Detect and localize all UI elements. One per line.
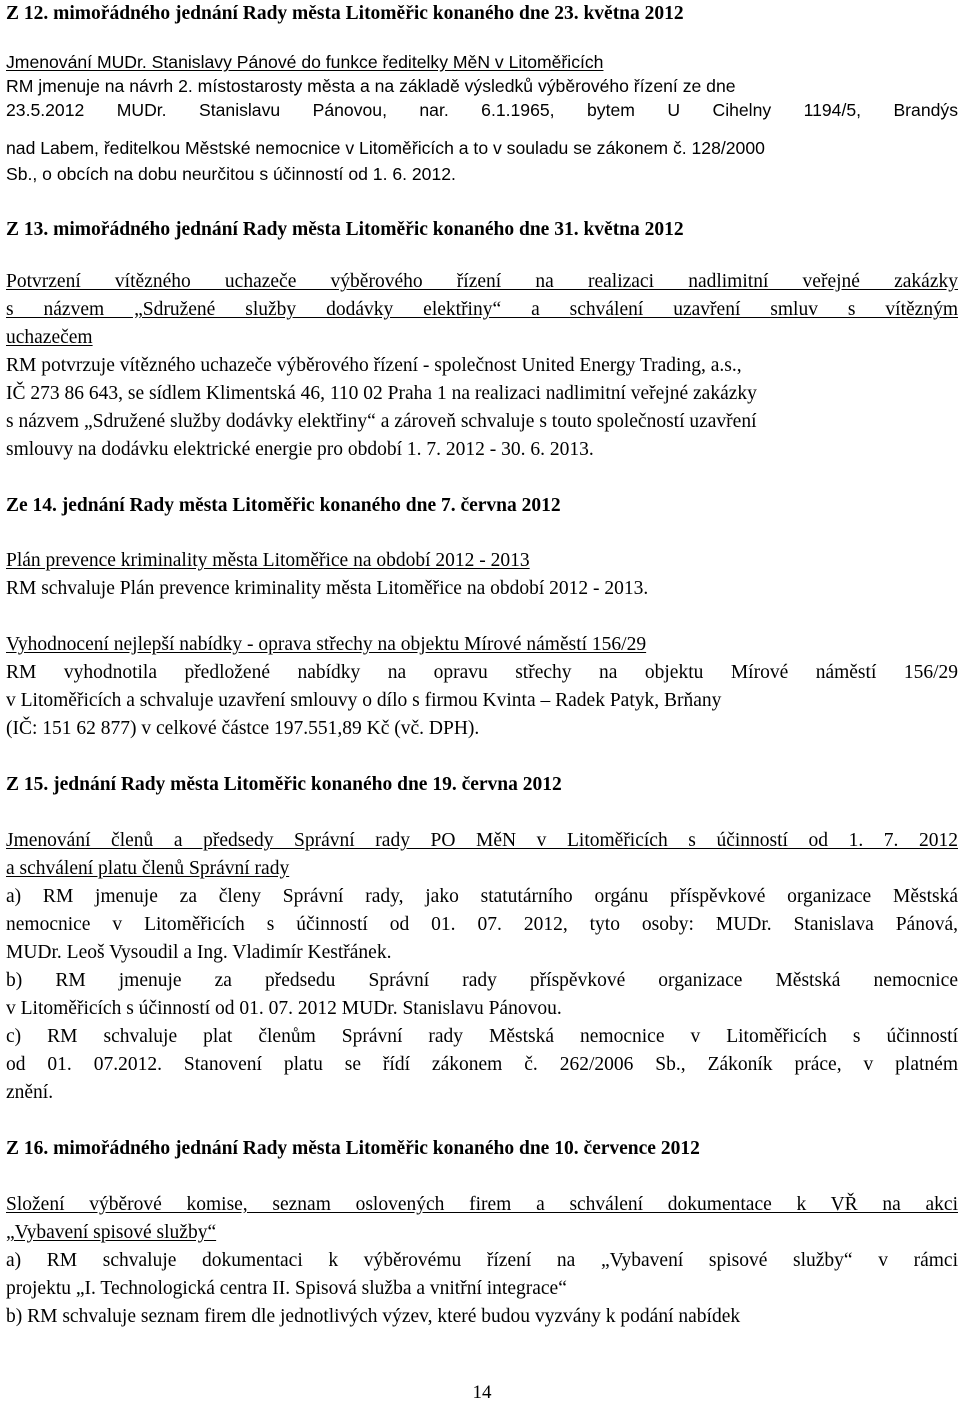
subject-z14-item2: Vyhodnocení nejlepší nabídky - oprava střechy na objektu Mírové náměstí 156/29 xyxy=(6,634,647,655)
body-line: znění. xyxy=(6,1082,54,1103)
subject-z13-line: Potvrzení vítězného uchazeče výběrového řízení na realizaci nadlimitní veřejné zakázky xyxy=(6,271,958,292)
body-line: (IČ: 151 62 877) v celkové částce 197.551,89 Kč (vč. DPH). xyxy=(6,718,480,739)
subject-z15-line: Jmenování členů a předsedy Správní rady PO MěN v Litoměřicích s účinností od 1. 7. 2012 xyxy=(6,830,958,851)
body-line: s názvem „Sdružené služby dodávky elektřiny“ a zároveň schvaluje s touto společností uzavření xyxy=(6,411,757,432)
subject-z13-line: uchazečem xyxy=(6,327,93,348)
body-line: v Litoměřicích a schvaluje uzavření smlouvy o dílo s firmou Kvinta – Radek Patyk, Brňany xyxy=(6,690,722,711)
body-line: MUDr. Leoš Vysoudil a Ing. Vladimír Kestřánek. xyxy=(6,942,392,963)
section-heading-z14: Ze 14. jednání Rady města Litoměřic konaného dne 7. června 2012 xyxy=(6,495,561,516)
section-heading-z12: Z 12. mimořádného jednání Rady města Litoměřic konaného dne 23. května 2012 xyxy=(6,3,684,24)
body-line: Sb., o obcích na dobu neurčitou s účinností od 1. 6. 2012. xyxy=(6,164,456,184)
subject-z15-line: a schválení platu členů Správní rady xyxy=(6,858,290,879)
subject-z16-line: Složení výběrové komise, seznam oslovených firem a schválení dokumentace k VŘ na akci xyxy=(6,1194,958,1215)
body-line: projektu „I. Technologická centra II. Spisová služba a vnitřní integrace“ xyxy=(6,1278,567,1299)
body-line: a) RM schvaluje dokumentaci k výběrovému řízení na „Vybavení spisové služby“ v rámci xyxy=(6,1250,958,1271)
body-line: RM jmenuje na návrh 2. místostarosty města a na základě výsledků výběrového řízení ze dne xyxy=(6,76,736,96)
body-line: b) RM jmenuje za předsedu Správní rady příspěvkové organizace Městská nemocnice xyxy=(6,970,958,991)
document-page xyxy=(6,0,958,1401)
body-line: c) RM schvaluje plat členům Správní rady Městská nemocnice v Litoměřicích s účinností xyxy=(6,1026,958,1047)
section-heading-z13: Z 13. mimořádného jednání Rady města Litoměřic konaného dne 31. května 2012 xyxy=(6,219,684,240)
body-line: a) RM jmenuje za členy Správní rady, jako statutárního orgánu příspěvkové organizace Městská xyxy=(6,886,958,907)
body-line: RM vyhodnotila předložené nabídky na opravu střechy na objektu Mírové náměstí 156/29 xyxy=(6,662,958,683)
body-line: smlouvy na dodávku elektrické energie pro období 1. 7. 2012 - 30. 6. 2013. xyxy=(6,439,594,460)
section-heading-z16: Z 16. mimořádného jednání Rady města Litoměřic konaného dne 10. července 2012 xyxy=(6,1138,700,1159)
body-line: nemocnice v Litoměřicích s účinností od 01. 07. 2012, tyto osoby: MUDr. Stanislava Pánová, xyxy=(6,914,958,935)
subject-z12: Jmenování MUDr. Stanislavy Pánové do funkce ředitelky MěN v Litoměřicích xyxy=(6,52,604,72)
body-line: IČ 273 86 643, se sídlem Klimentská 46, 110 02 Praha 1 na realizaci nadlimitní veřejné zakázky xyxy=(6,383,757,404)
page-number: 14 xyxy=(472,1382,492,1403)
body-line: RM schvaluje Plán prevence kriminality města Litoměřice na období 2012 - 2013. xyxy=(6,578,649,599)
subject-z16-line: „Vybavení spisové služby“ xyxy=(6,1222,217,1243)
body-line: 23.5.2012 MUDr. Stanislavu Pánovou, nar. 6.1.1965, bytem U Cihelny 1194/5, Brandýs xyxy=(6,100,958,120)
section-heading-z15: Z 15. jednání Rady města Litoměřic konaného dne 19. června 2012 xyxy=(6,774,562,795)
body-line: v Litoměřicích s účinností od 01. 07. 2012 MUDr. Stanislavu Pánovou. xyxy=(6,998,562,1019)
body-line: nad Labem, ředitelkou Městské nemocnice v Litoměřicích a to v souladu se zákonem č. 128/2000 xyxy=(6,138,765,158)
body-line: b) RM schvaluje seznam firem dle jednotlivých výzev, které budou vyzvány k podání nabídek xyxy=(6,1306,741,1327)
body-line: od 01. 07.2012. Stanovení platu se řídí zákonem č. 262/2006 Sb., Zákoník práce, v platném xyxy=(6,1054,958,1075)
subject-z13-line: s názvem „Sdružené služby dodávky elektřiny“ a schválení uzavření smluv s vítězným xyxy=(6,299,958,320)
subject-z14-item1: Plán prevence kriminality města Litoměřice na období 2012 - 2013 xyxy=(6,550,530,571)
body-line: RM potvrzuje vítězného uchazeče výběrového řízení - společnost United Energy Trading, a.s., xyxy=(6,355,742,376)
